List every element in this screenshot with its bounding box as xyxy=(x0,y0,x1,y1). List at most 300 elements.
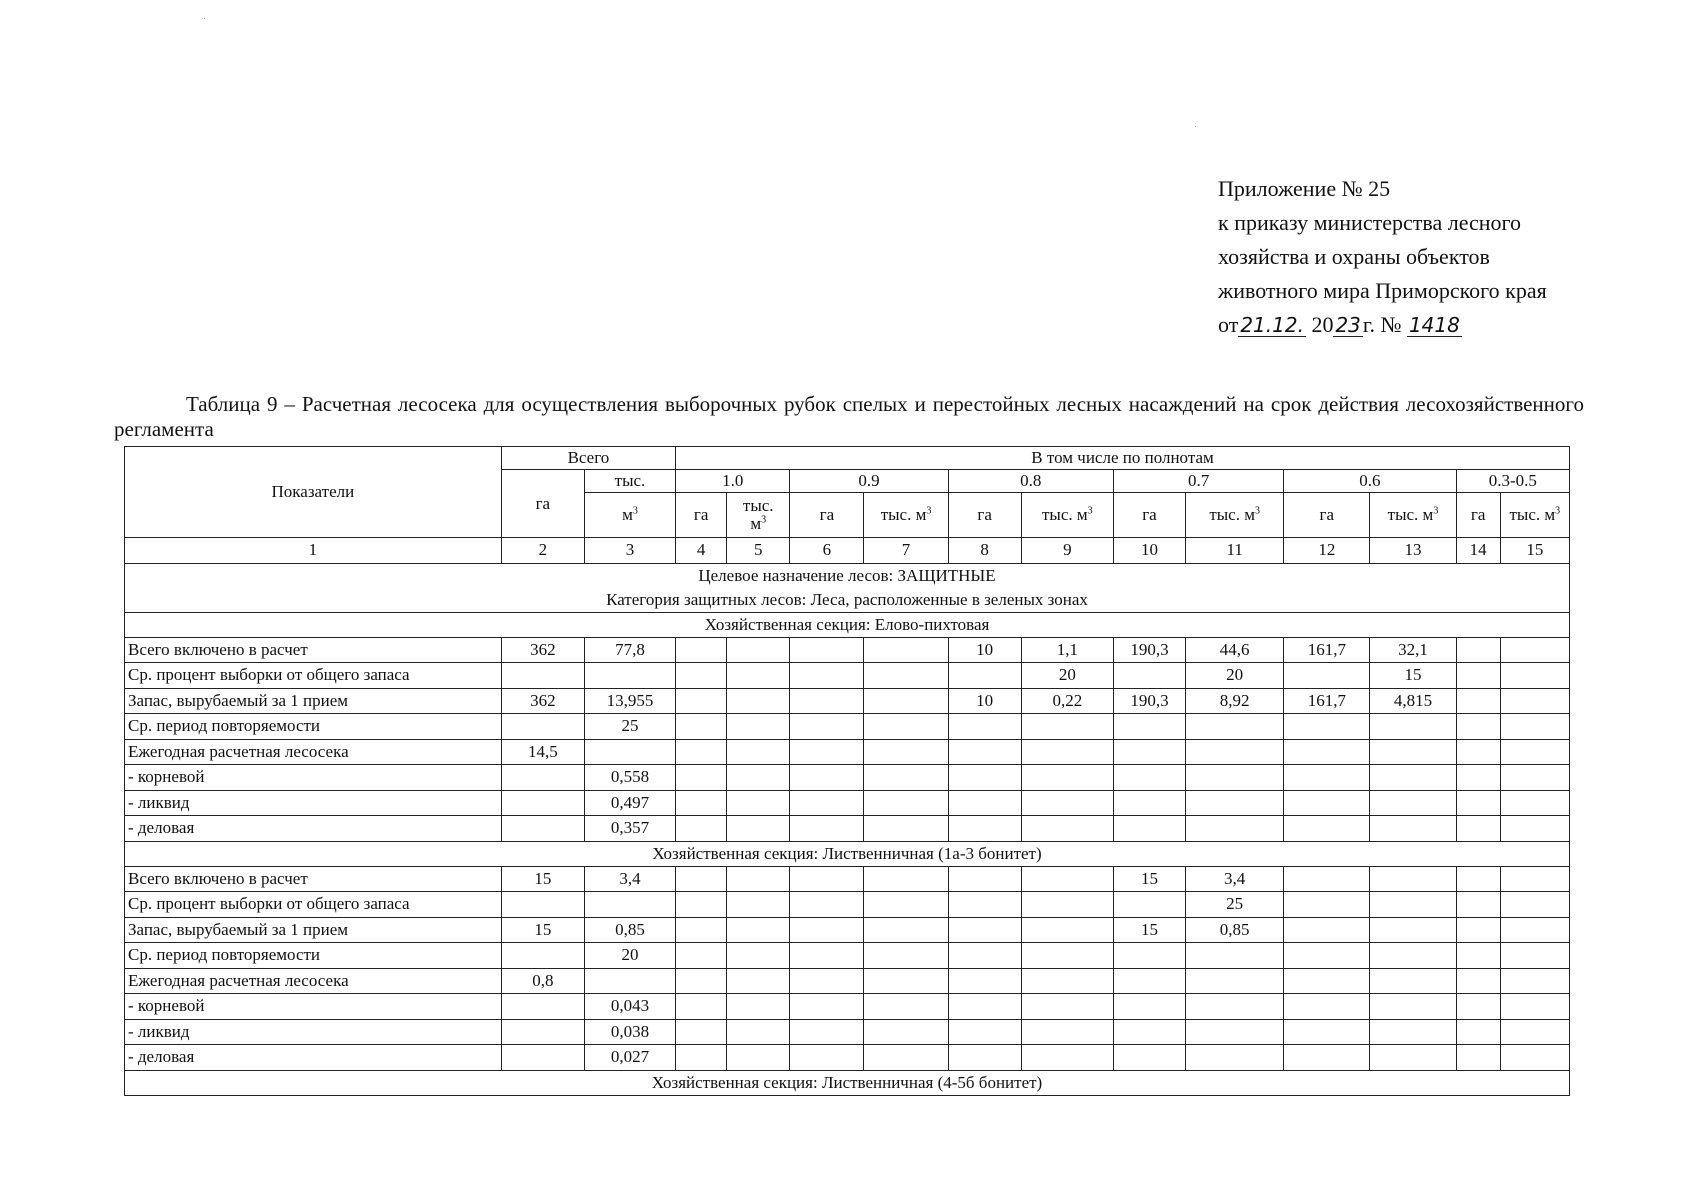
row-label: Ср. процент выборки от общего запаса xyxy=(125,663,502,689)
table-cell xyxy=(1113,765,1185,791)
column-numbers-row xyxy=(125,538,1570,564)
table-cell xyxy=(1500,917,1569,943)
table-row xyxy=(125,968,1570,994)
table-row xyxy=(125,714,1570,740)
row-label: Всего включено в расчет xyxy=(125,637,502,663)
table-cell xyxy=(1113,968,1185,994)
table-cell xyxy=(1500,790,1569,816)
table-cell xyxy=(948,765,1021,791)
column-number: 6 xyxy=(790,538,864,564)
table-row xyxy=(125,1019,1570,1045)
table-cell: 14,5 xyxy=(501,739,584,765)
section-title: Хозяйственная секция: Лиственничная (1а-3 бонитет) xyxy=(125,841,1570,866)
table-cell xyxy=(1186,968,1284,994)
table-cell xyxy=(948,1019,1021,1045)
table-cell xyxy=(1500,816,1569,842)
table-cell xyxy=(864,1019,948,1045)
table-cell xyxy=(727,663,790,689)
table-cell xyxy=(790,663,864,689)
row-label: Запас, вырубаемый за 1 прием xyxy=(125,688,502,714)
table-cell xyxy=(1456,994,1500,1020)
table-row xyxy=(125,739,1570,765)
table-cell xyxy=(1284,816,1370,842)
header-ga: га xyxy=(501,470,584,538)
appendix-from: от xyxy=(1218,312,1239,337)
table-cell: 0,22 xyxy=(1021,688,1113,714)
table-cell: 0,497 xyxy=(584,790,675,816)
table-cell xyxy=(676,816,727,842)
appendix-line: хозяйства и охраны объектов xyxy=(1218,244,1490,269)
table-cell xyxy=(727,943,790,969)
table-cell: 0,038 xyxy=(584,1019,675,1045)
table-row xyxy=(125,663,1570,689)
table-cell xyxy=(790,1045,864,1071)
table-cell xyxy=(727,866,790,892)
table-cell xyxy=(1186,790,1284,816)
table-cell xyxy=(727,1045,790,1071)
table-cell xyxy=(1284,1019,1370,1045)
table-cell xyxy=(1284,917,1370,943)
table-cell: 15 xyxy=(1113,866,1185,892)
table-cell: 15 xyxy=(1113,917,1185,943)
appendix-title: Приложение № 25 xyxy=(1218,176,1391,201)
table-cell xyxy=(1186,1045,1284,1071)
table-cell xyxy=(1113,816,1185,842)
table-cell xyxy=(501,790,584,816)
table-cell xyxy=(1186,816,1284,842)
table-row xyxy=(125,1045,1570,1071)
column-number: 9 xyxy=(1021,538,1113,564)
table-cell xyxy=(1456,968,1500,994)
table-cell xyxy=(1456,765,1500,791)
scan-speck xyxy=(1195,126,1196,127)
header-ga: га xyxy=(948,493,1021,538)
table-cell xyxy=(864,866,948,892)
table-cell xyxy=(727,739,790,765)
table-row xyxy=(125,994,1570,1020)
table-cell xyxy=(1500,714,1569,740)
table-cell xyxy=(1284,1045,1370,1071)
table-cell xyxy=(1021,892,1113,918)
column-number: 10 xyxy=(1113,538,1185,564)
table-cell xyxy=(1456,892,1500,918)
table-row xyxy=(125,866,1570,892)
header-including: В том числе по полнотам xyxy=(676,447,1570,470)
table-cell xyxy=(727,1019,790,1045)
table-cell xyxy=(1113,714,1185,740)
cutting-area-table xyxy=(124,446,1570,1096)
header-tys-m3: тыс. $м^3$ xyxy=(727,493,790,538)
table-cell xyxy=(864,714,948,740)
table-cell xyxy=(948,739,1021,765)
table-caption: Таблица 9 – Расчетная лесосека для осуществления выборочных рубок спелых и перестойных лесных насаждений на срок действия лесохозяйственного регламента xyxy=(114,392,1584,441)
table-cell xyxy=(1021,917,1113,943)
table-cell xyxy=(584,739,675,765)
row-label: Ср. процент выборки от общего запаса xyxy=(125,892,502,918)
table-cell xyxy=(1370,994,1456,1020)
section-title: Хозяйственная секция: Елово-пихтовая xyxy=(125,612,1570,637)
header-indicators: Показатели xyxy=(125,447,502,538)
table-cell xyxy=(1186,994,1284,1020)
table-cell xyxy=(501,994,584,1020)
row-label: - корневой xyxy=(125,765,502,791)
table-cell xyxy=(1370,968,1456,994)
table-row xyxy=(125,943,1570,969)
table-cell xyxy=(584,968,675,994)
table-cell: 0,027 xyxy=(584,1045,675,1071)
header-ga: га xyxy=(790,493,864,538)
table-cell xyxy=(727,994,790,1020)
table-cell xyxy=(1021,968,1113,994)
table-cell xyxy=(1370,892,1456,918)
table-cell xyxy=(790,968,864,994)
table-cell xyxy=(1456,1045,1500,1071)
table-cell xyxy=(1500,994,1569,1020)
table-cell xyxy=(676,943,727,969)
table-cell xyxy=(1021,866,1113,892)
column-number: 15 xyxy=(1500,538,1569,564)
table-cell xyxy=(584,663,675,689)
table-cell: 0,85 xyxy=(584,917,675,943)
section-title: Хозяйственная секция: Лиственничная (4-5б бонитет) xyxy=(125,1070,1570,1095)
table-cell xyxy=(727,816,790,842)
order-date-handwritten: 21.12. xyxy=(1240,313,1304,337)
table-cell xyxy=(676,663,727,689)
table-cell xyxy=(1021,943,1113,969)
table-cell xyxy=(790,765,864,791)
column-number: 4 xyxy=(676,538,727,564)
table-cell xyxy=(1456,790,1500,816)
row-label: - ликвид xyxy=(125,1019,502,1045)
table-cell: 0,043 xyxy=(584,994,675,1020)
table-cell xyxy=(864,765,948,791)
table-cell xyxy=(790,688,864,714)
table-cell xyxy=(864,943,948,969)
table-cell xyxy=(676,765,727,791)
table-cell xyxy=(864,790,948,816)
table-cell xyxy=(1500,892,1569,918)
table-cell: 25 xyxy=(1186,892,1284,918)
table-cell xyxy=(676,968,727,994)
table-cell: 1,1 xyxy=(1021,637,1113,663)
table-cell xyxy=(1500,866,1569,892)
table-cell xyxy=(948,663,1021,689)
row-label: Ежегодная расчетная лесосека xyxy=(125,739,502,765)
table-cell xyxy=(1500,688,1569,714)
column-number: 13 xyxy=(1370,538,1456,564)
table-cell xyxy=(1284,790,1370,816)
table-cell xyxy=(1500,968,1569,994)
column-number: 12 xyxy=(1284,538,1370,564)
table-cell xyxy=(1021,1019,1113,1045)
table-cell: 13,955 xyxy=(584,688,675,714)
table-cell xyxy=(727,714,790,740)
table-cell xyxy=(790,943,864,969)
table-cell: 161,7 xyxy=(1284,637,1370,663)
table-cell xyxy=(948,816,1021,842)
table-cell xyxy=(1456,637,1500,663)
table-cell xyxy=(1186,765,1284,791)
table-cell xyxy=(1500,765,1569,791)
table-cell xyxy=(727,790,790,816)
forest-category: Категория защитных лесов: Леса, расположенные в зеленых зонах xyxy=(125,588,1570,613)
table-cell xyxy=(1186,739,1284,765)
table-cell: 15 xyxy=(1370,663,1456,689)
table-cell xyxy=(948,1045,1021,1071)
row-label: - ликвид xyxy=(125,790,502,816)
header-density-0-9: 0.9 xyxy=(790,470,948,493)
table-cell xyxy=(1021,1045,1113,1071)
table-cell xyxy=(1456,943,1500,969)
row-label: Ежегодная расчетная лесосека xyxy=(125,968,502,994)
table-cell xyxy=(676,917,727,943)
table-cell xyxy=(790,739,864,765)
row-label: - деловая xyxy=(125,816,502,842)
table-cell xyxy=(1370,1045,1456,1071)
table-cell xyxy=(501,663,584,689)
row-label: - корневой xyxy=(125,994,502,1020)
header-density-0-7: 0.7 xyxy=(1113,470,1283,493)
appendix-date-line xyxy=(1218,308,1638,342)
table-cell: 0,558 xyxy=(584,765,675,791)
year-end: г. № xyxy=(1362,312,1402,337)
table-cell: 15 xyxy=(501,866,584,892)
column-number: 8 xyxy=(948,538,1021,564)
column-number: 5 xyxy=(727,538,790,564)
header-density-1-0: 1.0 xyxy=(676,470,790,493)
scan-speck xyxy=(204,18,205,19)
table-cell xyxy=(1021,816,1113,842)
table-cell xyxy=(1370,739,1456,765)
table-cell xyxy=(790,816,864,842)
table-cell: 4,815 xyxy=(1370,688,1456,714)
table-cell: 362 xyxy=(501,637,584,663)
appendix-line: к приказу министерства лесного xyxy=(1218,210,1522,235)
header-tys-m3: тыс. $м^3$ xyxy=(864,493,948,538)
table-cell xyxy=(948,892,1021,918)
header-density-0-8: 0.8 xyxy=(948,470,1113,493)
table-cell xyxy=(864,968,948,994)
table-cell xyxy=(790,866,864,892)
table-cell xyxy=(1021,994,1113,1020)
table-cell xyxy=(501,943,584,969)
table-cell xyxy=(676,1045,727,1071)
table-cell xyxy=(1500,637,1569,663)
section-header-row xyxy=(125,841,1570,866)
header-tys-m3: тыс. $м^3$ xyxy=(1370,493,1456,538)
header-tys: тыс. xyxy=(584,470,675,493)
table-cell xyxy=(584,892,675,918)
table-cell xyxy=(1113,1045,1185,1071)
header-m3: $м^3$ xyxy=(584,493,675,538)
table-cell xyxy=(1113,994,1185,1020)
table-cell xyxy=(501,765,584,791)
table-body xyxy=(125,447,1570,1096)
table-cell xyxy=(676,637,727,663)
table-cell xyxy=(501,892,584,918)
table-cell xyxy=(1284,714,1370,740)
column-number: 7 xyxy=(864,538,948,564)
row-label: Запас, вырубаемый за 1 прием xyxy=(125,917,502,943)
table-cell xyxy=(864,994,948,1020)
table-cell xyxy=(1186,1019,1284,1045)
table-cell xyxy=(676,688,727,714)
header-ga: га xyxy=(1284,493,1370,538)
header-density-0-3-0-5: 0.3-0.5 xyxy=(1456,470,1569,493)
table-cell: 20 xyxy=(1021,663,1113,689)
table-cell xyxy=(864,637,948,663)
table-cell xyxy=(727,892,790,918)
order-year-handwritten: 23 xyxy=(1335,313,1361,337)
table-cell xyxy=(1113,943,1185,969)
column-number: 11 xyxy=(1186,538,1284,564)
table-cell xyxy=(790,994,864,1020)
table-cell xyxy=(948,994,1021,1020)
table-cell xyxy=(727,765,790,791)
table-cell xyxy=(1021,765,1113,791)
table-cell xyxy=(1370,917,1456,943)
table-row xyxy=(125,917,1570,943)
header-tys-m3: тыс. $м^3$ xyxy=(1500,493,1569,538)
table-cell: 20 xyxy=(1186,663,1284,689)
table-row xyxy=(125,892,1570,918)
table-cell: 190,3 xyxy=(1113,688,1185,714)
table-cell xyxy=(1284,866,1370,892)
table-cell xyxy=(948,917,1021,943)
table-row xyxy=(125,790,1570,816)
table-cell xyxy=(1284,663,1370,689)
table-cell: 20 xyxy=(584,943,675,969)
table-cell: 0,8 xyxy=(501,968,584,994)
table-cell xyxy=(790,637,864,663)
table-cell xyxy=(1456,866,1500,892)
table-cell xyxy=(501,816,584,842)
table-cell xyxy=(1113,739,1185,765)
table-cell xyxy=(1370,714,1456,740)
table-cell xyxy=(948,790,1021,816)
purpose-row xyxy=(125,563,1570,588)
table-cell xyxy=(864,739,948,765)
table-cell xyxy=(676,866,727,892)
table-cell xyxy=(1370,1019,1456,1045)
header-density-0-6: 0.6 xyxy=(1284,470,1456,493)
table-cell: 8,92 xyxy=(1186,688,1284,714)
table-cell xyxy=(501,1045,584,1071)
table-cell xyxy=(864,1045,948,1071)
table-cell xyxy=(1021,790,1113,816)
table-cell xyxy=(1021,739,1113,765)
table-cell xyxy=(676,714,727,740)
table-cell xyxy=(727,968,790,994)
table-cell xyxy=(1284,994,1370,1020)
table-cell xyxy=(1284,892,1370,918)
header-ga: га xyxy=(676,493,727,538)
order-number-handwritten: 1418 xyxy=(1408,313,1460,337)
table-cell xyxy=(790,714,864,740)
table-cell xyxy=(1456,688,1500,714)
header-ga: га xyxy=(1456,493,1500,538)
table-cell: 362 xyxy=(501,688,584,714)
table-cell xyxy=(1456,917,1500,943)
table-cell: 3,4 xyxy=(584,866,675,892)
table-cell xyxy=(1284,765,1370,791)
table-cell xyxy=(1456,714,1500,740)
table-cell xyxy=(1500,1045,1569,1071)
table-cell: 32,1 xyxy=(1370,637,1456,663)
table-cell xyxy=(1370,943,1456,969)
table-row xyxy=(125,765,1570,791)
table-cell xyxy=(1021,714,1113,740)
header-tys-m3: тыс. $м^3$ xyxy=(1186,493,1284,538)
column-number: 2 xyxy=(501,538,584,564)
table-cell xyxy=(1500,663,1569,689)
table-cell xyxy=(1456,816,1500,842)
table-cell: 77,8 xyxy=(584,637,675,663)
column-number: 14 xyxy=(1456,538,1500,564)
table-cell: 161,7 xyxy=(1284,688,1370,714)
table-cell: 0,357 xyxy=(584,816,675,842)
table-cell xyxy=(948,714,1021,740)
table-cell: 0,85 xyxy=(1186,917,1284,943)
table-cell xyxy=(1284,739,1370,765)
table-cell xyxy=(1284,968,1370,994)
table-cell xyxy=(1500,739,1569,765)
table-row xyxy=(125,688,1570,714)
table-cell xyxy=(1370,765,1456,791)
section-header-row xyxy=(125,1070,1570,1095)
header-ga: га xyxy=(1113,493,1185,538)
table-cell: 190,3 xyxy=(1113,637,1185,663)
table-row xyxy=(125,637,1570,663)
table-cell xyxy=(1456,663,1500,689)
appendix-block xyxy=(1218,172,1638,342)
table-cell xyxy=(948,968,1021,994)
table-cell: 10 xyxy=(948,688,1021,714)
table-cell xyxy=(790,1019,864,1045)
table-cell xyxy=(1186,943,1284,969)
appendix-line: животного мира Приморского края xyxy=(1218,278,1547,303)
table-cell xyxy=(676,892,727,918)
table-cell xyxy=(1284,943,1370,969)
category-row xyxy=(125,588,1570,613)
table-cell xyxy=(948,866,1021,892)
table-cell xyxy=(864,663,948,689)
table-cell: 15 xyxy=(501,917,584,943)
table-cell xyxy=(1113,892,1185,918)
table-cell xyxy=(1113,663,1185,689)
row-label: Ср. период повторяемости xyxy=(125,714,502,740)
header-total: Всего xyxy=(501,447,675,470)
table-cell xyxy=(727,917,790,943)
table-cell xyxy=(727,688,790,714)
row-label: - деловая xyxy=(125,1045,502,1071)
table-cell xyxy=(864,917,948,943)
year-prefix: 20 xyxy=(1311,312,1334,337)
table-cell xyxy=(676,790,727,816)
table-cell xyxy=(1370,790,1456,816)
column-number: 1 xyxy=(125,538,502,564)
table-cell xyxy=(1456,739,1500,765)
row-label: Ср. период повторяемости xyxy=(125,943,502,969)
table-cell xyxy=(1113,790,1185,816)
table-cell xyxy=(676,994,727,1020)
row-label: Всего включено в расчет xyxy=(125,866,502,892)
table-cell xyxy=(1500,1019,1569,1045)
table-row xyxy=(125,816,1570,842)
table-cell xyxy=(1370,866,1456,892)
section-header-row xyxy=(125,612,1570,637)
table-cell xyxy=(948,943,1021,969)
